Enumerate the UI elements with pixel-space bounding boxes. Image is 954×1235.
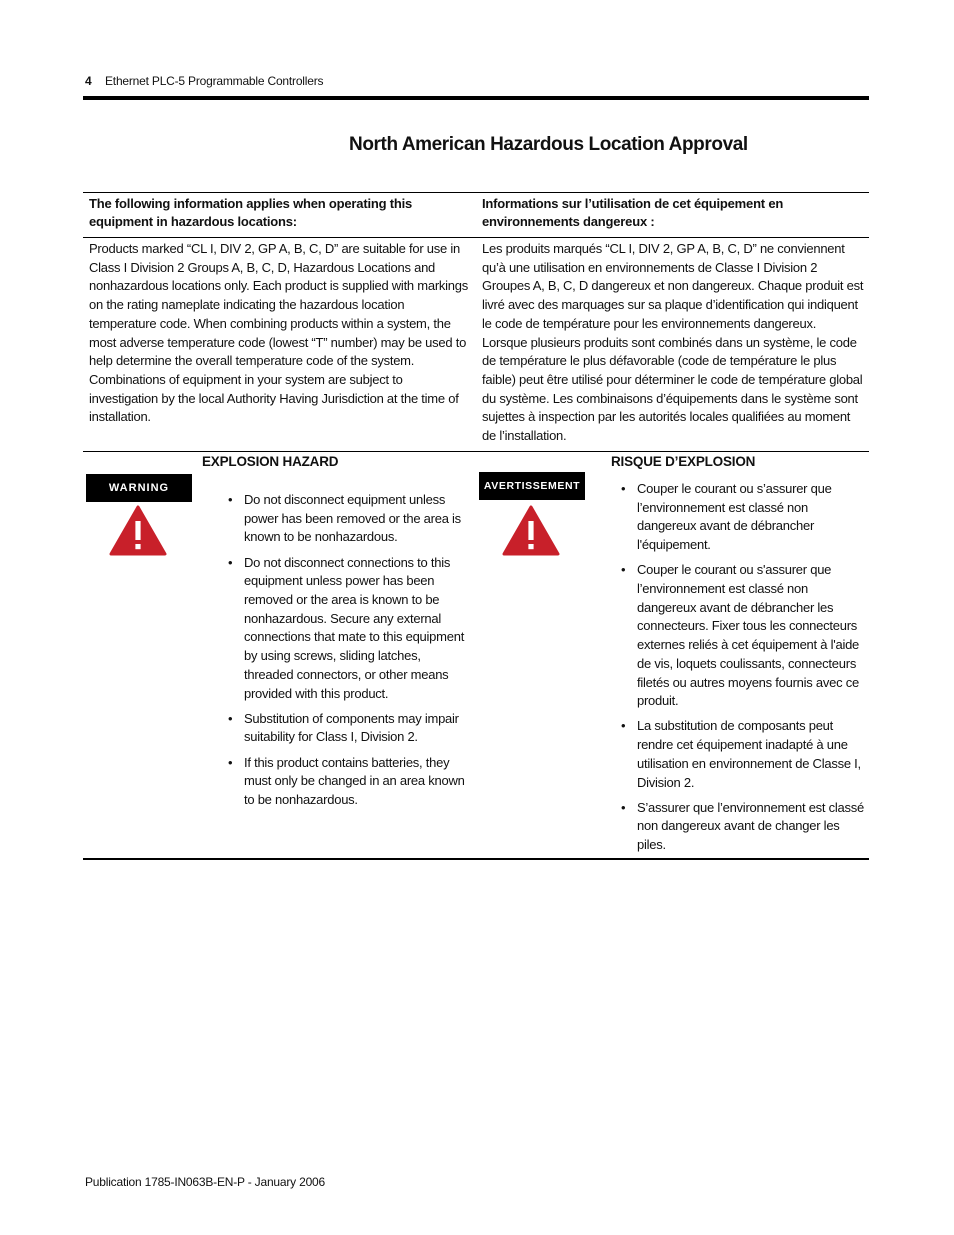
table-header-rule	[83, 237, 869, 238]
list-item: • If this product contains batteries, they must only be changed in an area known to be nonhazardous.	[227, 754, 473, 810]
section-title: North American Hazardous Location Approval	[349, 134, 748, 155]
table-top-rule	[83, 192, 869, 193]
header-rule	[83, 96, 869, 100]
risque-explosion-title: RISQUE D’EXPLOSION	[611, 454, 756, 469]
running-header-title: Ethernet PLC-5 Programmable Controllers	[105, 74, 324, 88]
warning-triangle-icon	[502, 505, 560, 557]
english-body-text: Products marked “CL I, DIV 2, GP A, B, C, D” are suitable for use in Class I Division 2 Groups A, B, C, D, Hazardous Locations and nonhazardous locations only. Each product is supplied with markings on the rating nameplate indicating the hazardous location temperature code. When combining products within a system, the most adverse temperature code (lowest “T” number) may be used to help determine the overall temperature code of the system. Combinations of equipment in your system are subject to investigation by the local Authority Having Jurisdiction at the time of installation.	[89, 241, 469, 425]
english-hazard-list	[227, 491, 473, 816]
warning-label: WARNING	[86, 474, 192, 502]
avertissement-label: AVERTISSEMENT	[479, 472, 585, 500]
explosion-hazard-title: EXPLOSION HAZARD	[202, 454, 339, 469]
publication-footer: Publication 1785-IN063B-EN-P - January 2006	[85, 1175, 325, 1189]
table-body-rule	[83, 451, 869, 452]
page-number: 4	[85, 74, 92, 88]
list-item: • La substitution de composants peut rendre cet équipement inadapté à une utilisation en environnement de Classe I, Division 2.	[620, 717, 866, 792]
list-item: • Do not disconnect equipment unless power has been removed or the area is known to be nonhazardous.	[227, 491, 473, 547]
french-hazard-list	[620, 480, 866, 861]
french-body-text: Les produits marqués “CL I, DIV 2, GP A, B, C, D” ne conviennent qu’à une utilisation en environnements de Classe I Division 2 Groupes A, B, C, D dangereux et non dangereux. Chaque produit est livré avec des marquages sur sa plaque d’identification qui indiquent le code de température pour les environnements dangereux. Lorsque plusieurs produits sont combinés dans un système, le code de température le plus défavorable (code de température le plus faible) peut être utilisé pour déterminer le code de température global du système. Les combinaisons d’équipements dans le système sont sujettes à inspection par les autorités locales qualifiées au moment de l’installation.	[482, 241, 864, 444]
list-item: • Do not disconnect connections to this equipment unless power has been removed or the area is known to be nonhazardous. Secure any external connections that mate to this equipment by using screws, sliding latches, threaded connectors, or other means provided with this product.	[227, 554, 473, 704]
list-item: • Substitution of components may impair suitability for Class I, Division 2.	[227, 710, 473, 747]
english-column-heading: The following information applies when operating this equipment in hazardous locations:	[89, 196, 413, 229]
french-column-heading: Informations sur l’utilisation de cet équipement en environnements dangereux :	[482, 196, 784, 229]
warning-triangle-icon	[109, 505, 167, 557]
list-item: • Couper le courant ou s’assurer que l’environnement est classé non dangereux avant de débrancher l'équipement.	[620, 480, 866, 555]
list-item: • S’assurer que l’environnement est classé non dangereux avant de changer les piles.	[620, 799, 866, 855]
list-item: • Couper le courant ou s'assurer que l’environnement est classé non dangereux avant de débrancher les connecteurs. Fixer tous les connecteurs externes reliés à cet équipement à l'aide de vis, loquets coulissants, connecteurs filetés ou autres moyens fournis avec ce produit.	[620, 561, 866, 711]
